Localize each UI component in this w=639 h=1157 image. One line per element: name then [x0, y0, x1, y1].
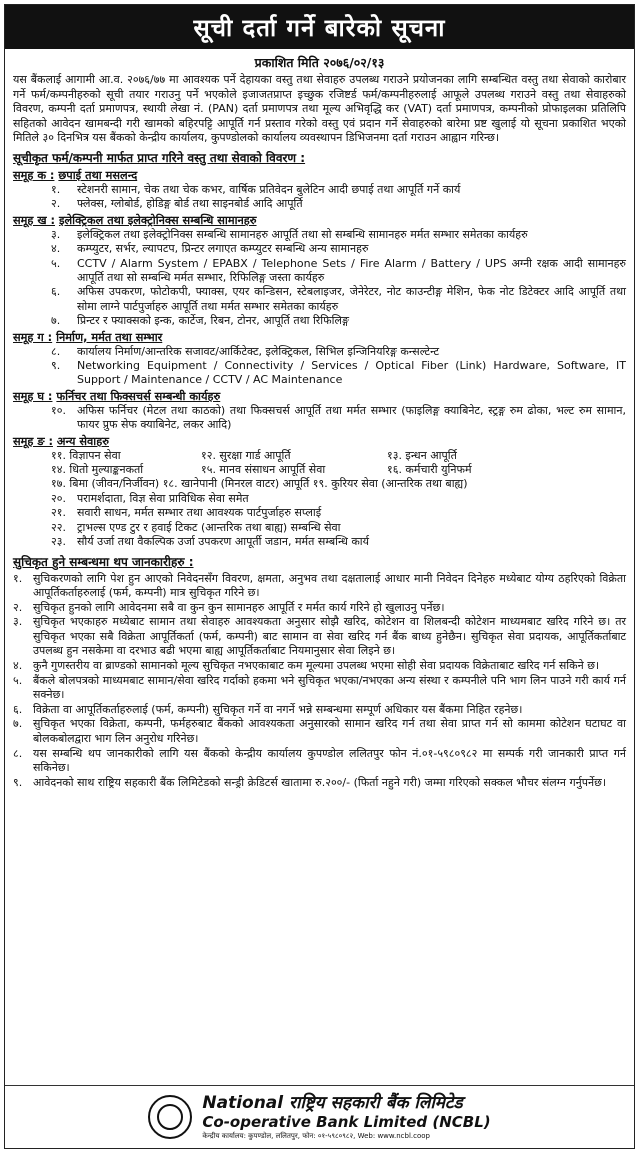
- list-item: [51, 242, 626, 256]
- footer-text: [202, 1093, 490, 1141]
- note-number: ३.: [13, 615, 23, 629]
- note-text: बैंकले बोलपत्रको माध्यमबाट सामान/सेवा खरिद गर्दाको हकमा भने सुचिकृत भएका/नभएका अन्य संस्था र कम्पनीले पनि भाग लिन पाउने गरी कार्य गर्न सक्नेछ।: [33, 673, 626, 702]
- item-text: स्टेशनरी सामान, चेक तथा चेक कभर, वार्षिक प्रतिवेदन बुलेटिन आदी छपाई तथा आपूर्ति गर्ने कार्य: [77, 182, 461, 196]
- item-text: सौर्य उर्जा तथा वैकल्पिक उर्जा उपकरण आपूर्ती जडान, मर्मत सम्बन्धि कार्य: [77, 535, 370, 549]
- item-text: Networking Equipment / Connectivity / Services / Optical Fiber (Link) Hardware, Software, IT Support / Maintenance / CCTV / AC Maintenance: [77, 359, 626, 387]
- item-number: ६.: [51, 285, 61, 299]
- list-item: [51, 535, 626, 549]
- group-e: [5, 434, 634, 550]
- published-date: प्रकाशित मिति २०७६/०२/१३: [254, 55, 385, 70]
- item-number: ४.: [51, 242, 61, 256]
- item-number: २.: [51, 197, 61, 211]
- list-item: [51, 257, 626, 286]
- note-number: ९.: [13, 775, 23, 789]
- group-name: अन्य सेवाहरु: [56, 434, 109, 448]
- list-item: [51, 492, 626, 506]
- note-number: ६.: [13, 702, 23, 716]
- item-text: इलेक्ट्रिकल तथा इलेक्ट्रोनिक्स सम्बन्धि सामानहरु आपूर्ति तथा सो सम्बन्धि सामानहरु मर्मत सम्भार समेतका कार्यहरु: [77, 227, 528, 241]
- note-text: सुचिकरणको लागि पेश हुन आएको निवेदनसँग विवरण, क्षमता, अनुभव तथा दक्षतालाई आधार मानी निवेदन दिनेहरु मध्येबाट योग्य ठहरिएको विक्रेता आपूर्तिकर्ताहरुलाई (फर्म, कम्पनी) मात्र सुचिकृत गरिने छ।: [33, 571, 626, 600]
- item-text: कार्यालय निर्माण/आन्तरिक सजावट/आर्किटेक्ट, इलेक्ट्रिकल, सिभिल इन्जिनियरिङ्ग कन्सल्टेन्ट: [77, 344, 440, 358]
- item-number: ९.: [51, 359, 61, 373]
- group-label: समूह ङ :: [13, 434, 53, 448]
- group-title: [13, 168, 626, 183]
- note-item: [13, 747, 626, 776]
- note-number: १.: [13, 571, 23, 585]
- item-text: अफिस उपकरण, फोटोकपी, फ्याक्स, एयर कन्डिसन, स्टेबलाइजर, जेनेरेटर, नोट काउन्टीङ्ग मेशिन, फेक नोट डिटेक्टर आदि आपूर्ति तथा सोमा लाग्ने पार्टपुर्जाहरु आपूर्ति तथा मर्मत सम्भार समेतका कार्यहरु: [77, 285, 626, 313]
- group-e-items: [5, 492, 634, 550]
- group-title: [13, 330, 626, 345]
- group-label: समूह ख :: [13, 213, 56, 227]
- item-number: २२.: [51, 520, 66, 534]
- list-item: [51, 506, 626, 520]
- list-item: [51, 285, 626, 314]
- service-item: १५. मानव संसाधन आपूर्ति सेवा: [201, 463, 326, 477]
- item-text: अफिस फर्निचर (मेटल तथा काठको) तथा फिक्सचर्स आपूर्ति तथा मर्मत सम्भार (फाइलिङ्ग क्याबिनेट, स्ट्रङ्ग रुम ढोका, भल्ट रुम सामान, फायर प्रुफ सेफ क्याबिनेट, लकर आदि): [77, 403, 626, 432]
- list-heading: सूचीकृत फर्म/कम्पनी मार्फत प्राप्त गरिने वस्तु तथा सेवाको विवरण :: [13, 150, 306, 165]
- service-item: ११. विज्ञापन सेवा: [51, 448, 121, 462]
- service-item: १२. सुरक्षा गार्ड आपूर्ति: [201, 448, 291, 462]
- item-number: ८.: [51, 344, 61, 358]
- note-number: ४.: [13, 659, 23, 673]
- service-item: १७. बिमा (जीवन/निर्जीवन) १८. खानेपानी (मिनरल वाटर) आपूर्ति १९. कुरियर सेवा (आन्तरिक तथा बाह्य): [51, 477, 468, 491]
- group-e-row3: [51, 477, 626, 491]
- list-item: [51, 183, 626, 197]
- item-number: २१.: [51, 506, 66, 520]
- group-name: निर्माण, मर्मत तथा सम्भार: [56, 330, 163, 344]
- group-name: इलेक्ट्रिकल तथा इलेक्ट्रोनिक्स सम्बन्धि सामानहरु: [58, 213, 257, 227]
- list-item: [51, 521, 626, 535]
- note-item: [13, 659, 626, 674]
- note-text: कुनै गुणस्तरीय वा ब्राण्डको सामानको मूल्य सुचिकृत नभएकाबाट कम मूल्यमा उपलब्ध भएमा सोही सेवा प्रदायक विक्रेताबाट खरिद गर्न सकिने छ।: [33, 659, 600, 673]
- list-item: [51, 228, 626, 242]
- service-item: १४. धितो मुल्याङ्कनकर्ता: [51, 463, 144, 477]
- bank-logo-icon: [148, 1095, 192, 1139]
- item-number: २०.: [51, 491, 66, 505]
- notes-list: [5, 572, 634, 791]
- group-label: समूह घ :: [13, 389, 53, 403]
- group-label: समूह क :: [13, 168, 55, 182]
- notes-heading: सुचिकृत हुने सम्बन्धमा थप जानकारीहरु :: [13, 554, 194, 569]
- group-name: छपाई तथा मसलन्द: [58, 168, 138, 182]
- list-item: [51, 359, 626, 388]
- intro-paragraph: यस बैंकलाई आगामी आ.व. २०७६/७७ मा आवश्यक पर्ने देहायका वस्तु तथा सेवाहरु उपलब्ध गराउने प्रयोजनका लागि सम्बन्धित वस्तु तथा सेवाको कारोबार गर्ने फर्म/कम्पनीहरुको सूची तयार गराउनु पर्ने भएकोले इजाजतप्राप्त इच्छुक रजिष्टर्ड फर्म/कम्पनीहरुलाई आफूले उपलब्ध गराउने वस्तु तथा सेवाहरुको विवरण, कम्पनी दर्ता प्रमाणपत्र, स्थायी लेखा नं. (PAN) दर्ता प्रमाणपत्र तथा मूल्य अभिवृद्धि कर (VAT) दर्ता प्रमाणपत्र, कम्पनीको प्रोफाइलका प्रतिलिपि सहितको आवेदन खामबन्दी गरी खामको बहिरपट्टि आपूर्ति गर्न प्रस्ताव गरेको वस्तु एवं प्रदान गर्ने सेवाहरुको बारेमा प्रष्ट खुलाई यो सूचना प्रकाशित भएको मितिले ३० दिनभित्र यस बैंकको केन्द्रीय कार्यालय, कुपण्डोलको कार्यालय व्यवस्थापन डिभिजनमा दर्ता गराउन आह्वान गरिन्छ।: [13, 73, 626, 145]
- item-number: ७.: [51, 314, 61, 328]
- group-e-row1: [51, 449, 626, 463]
- group-list: [5, 168, 634, 433]
- group-title: [13, 389, 626, 404]
- item-text: कम्प्युटर, सर्भर, ल्यापटप, प्रिन्टर लगाएत कम्प्युटर सम्बन्धि अन्य सामानहरु: [77, 242, 369, 256]
- item-text: ट्राभल्स एण्ड टुर र हवाई टिकट (आन्तरिक तथा बाह्य) सम्बन्धि सेवा: [77, 520, 341, 534]
- notice-page: [4, 4, 635, 1149]
- service-item: १३. इन्धन आपूर्ति: [387, 448, 457, 462]
- note-item: [13, 674, 626, 703]
- list-item: [51, 404, 626, 433]
- item-text: सवारी साधन, मर्मत सम्भार तथा आवश्यक पार्टपुर्जाहरु सप्लाई: [77, 506, 322, 520]
- bank-address: केन्द्रीय कार्यालय: कुपण्डोल, ललितपुर, फोन: ०१-५९८०९८२, Web: www.ncbl.coop: [202, 1132, 430, 1140]
- item-text: CCTV / Alarm System / EPABX / Telephone Sets / Fire Alarm / Battery / UPS अग्नी रक्षक आदी सामानहरु आपूर्ति तथा सो सम्बन्धि मर्मत सम्भार, रिफिलिङ्ग जस्ता कार्यहरु: [77, 256, 626, 284]
- note-number: ७.: [13, 717, 23, 731]
- note-item: [13, 601, 626, 616]
- note-item: [13, 572, 626, 601]
- item-number: ५.: [51, 256, 61, 270]
- item-number: २३.: [51, 535, 66, 549]
- group-label: समूह ग :: [13, 330, 53, 344]
- note-number: ५.: [13, 673, 23, 687]
- note-text: विक्रेता वा आपूर्तिकर्ताहरुलाई (फर्म, कम्पनी) सुचिकृत गर्ने वा नगर्ने भन्ने सम्बन्धमा सम्पूर्ण अधिकार यस बैंकमा निहित रहनेछ।: [33, 702, 523, 716]
- list-item: [51, 314, 626, 328]
- item-text: प्रिन्टर र फ्याक्सको इन्क, कार्टेज, रिबन, टोनर, आपूर्ति तथा रिफिलिङ्ग: [77, 314, 349, 328]
- bank-name-np: राष्ट्रिय सहकारी बैंक लिमिटेड: [289, 1093, 463, 1113]
- note-text: सुचिकृत भएका विक्रेता, कम्पनी, फर्महरुबाट बैंकको आवश्यकता अनुसारको सामान खरिद गर्न तथा सेवा प्राप्त गर्न सो काममा कोटेशन घटाघट वा बोलकबोलद्वारा भाग लिन अनुरोध गरिनेछ।: [33, 717, 626, 746]
- notice-title: सूची दर्ता गर्ने बारेको सूचना: [5, 5, 634, 49]
- group-title: [13, 213, 626, 228]
- note-item: [13, 615, 626, 659]
- note-text: सुचिकृत हुनको लागि आवेदनमा सबै वा कुन कुन सामानहरु आपूर्ति र मर्मत कार्य गरिने हो खुलाउनु पर्नेछ।: [33, 600, 445, 614]
- service-item: १६. कर्मचारी युनिफर्म: [387, 463, 472, 477]
- item-text: परामर्शदाता, विज्ञ सेवा प्राविधिक सेवा समेत: [77, 491, 249, 505]
- bank-name-en: National: [202, 1093, 284, 1113]
- bank-name-line2: Co-operative Bank Limited (NCBL): [202, 1113, 491, 1131]
- note-text: सुचिकृत भएकाहरु मध्येबाट सामान तथा सेवाहरु आवश्यकता अनुसार सोझै खरिद, कोटेशन वा शिलबन्दी कोटेशन माध्यमबाट खरिद गरिने छ। तर सुचिकृत भएका सबै विक्रेता आपूर्तिकर्ता (फर्म, कम्पनी) बाट सामान वा सेवा खरिद गर्न बैंक बाध्य हुनेछैन। सुचिकृत सेवा प्रदायक, आपूर्तिकर्ताबाट उपलब्ध हुन नसकेमा वा दरभाउ बढी भएमा बाह्य आपूर्तिकर्ताबाट नियमानुसार सेवा लिइने छ।: [33, 615, 626, 658]
- list-item: [51, 345, 626, 359]
- note-item: [13, 703, 626, 718]
- note-text: यस सम्बन्धि थप जानकारीको लागि यस बैंकको केन्द्रीय कार्यालय कुपण्डोल ललितपुर फोन नं.०१-५९८०९८२ मा सम्पर्क गरी जानकारी प्राप्त गर्न सकिनेछ।: [33, 746, 626, 775]
- item-text: फ्लेक्स, ग्लोबोर्ड, होडिङ्ग बोर्ड तथा साइनबोर्ड आदि आपूर्ति: [77, 197, 303, 211]
- item-number: १.: [51, 182, 61, 196]
- group-name: फर्निचर तथा फिक्सचर्स सम्बन्धी कार्यहरु: [56, 389, 221, 403]
- item-number: १०.: [51, 403, 66, 417]
- note-text: आवेदनको साथ राष्ट्रिय सहकारी बैंक लिमिटेडको सन्ड्री क्रेडिटर्स खातामा रु.२००/- (फिर्ता नहुने गरी) जम्मा गरिएको सक्कल भौचर संलग्न गर्नुपर्नेछ।: [33, 775, 606, 789]
- item-number: ३.: [51, 227, 61, 241]
- note-number: २.: [13, 600, 23, 614]
- note-item: [13, 717, 626, 746]
- group-title: [13, 434, 626, 449]
- footer: [5, 1085, 634, 1148]
- note-item: [13, 776, 626, 791]
- note-number: ८.: [13, 746, 23, 760]
- list-item: [51, 197, 626, 211]
- group-e-row2: [51, 463, 626, 477]
